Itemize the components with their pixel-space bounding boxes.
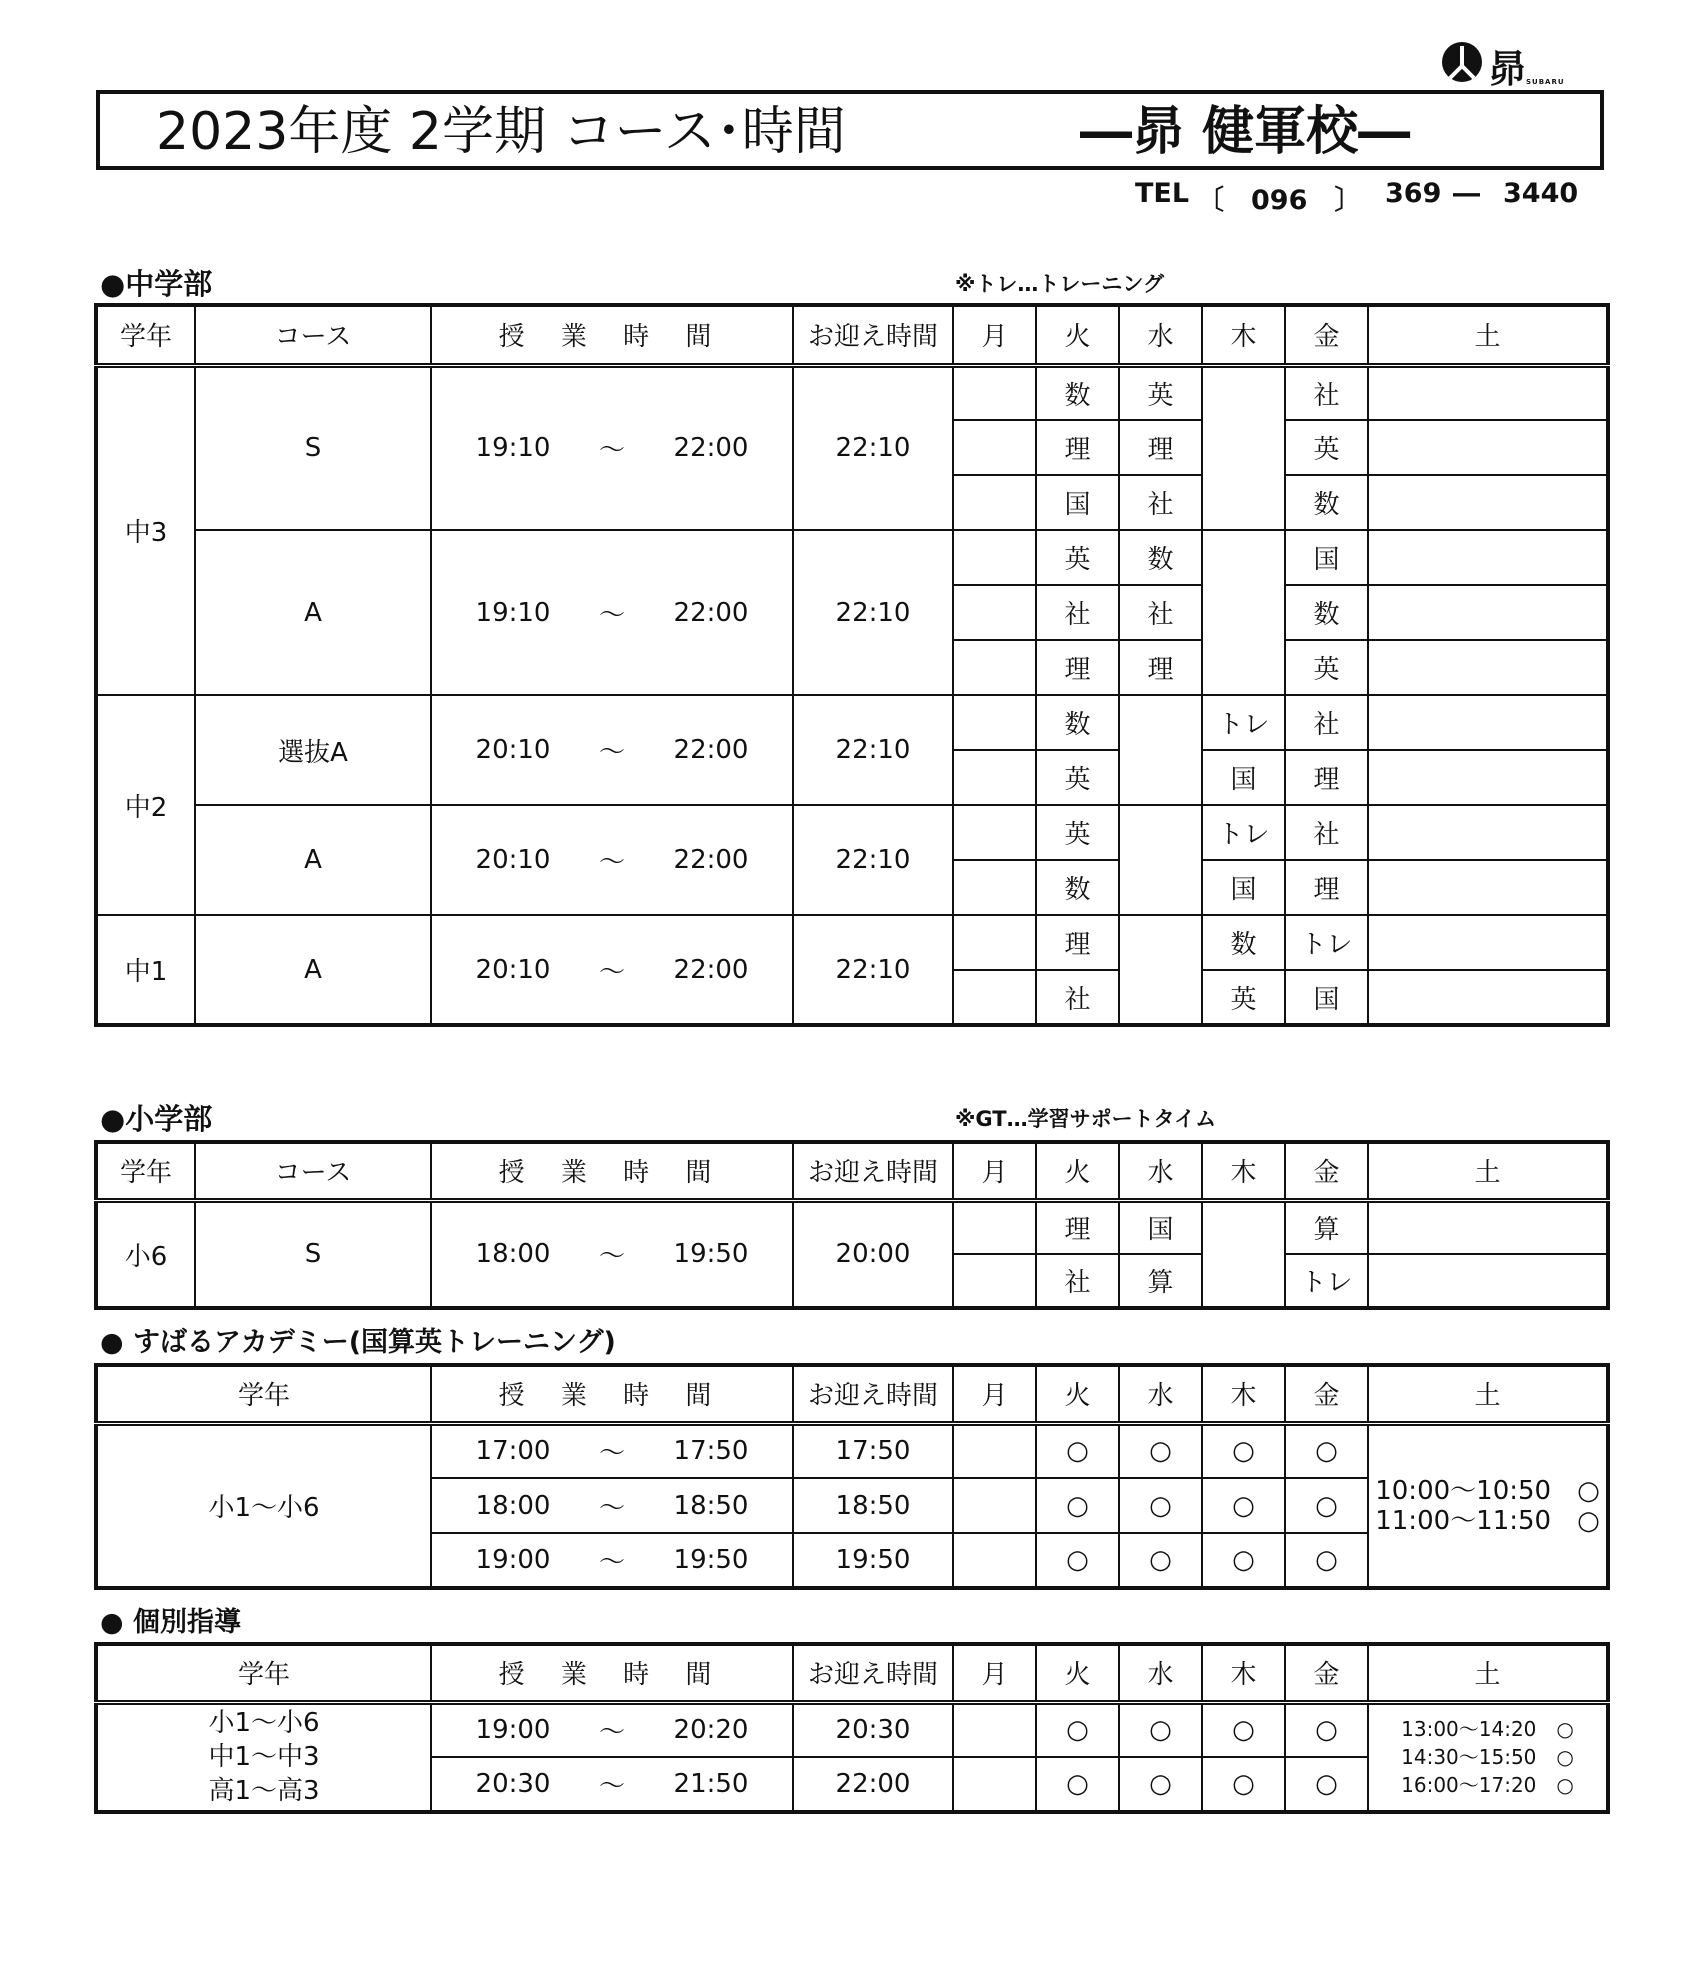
grade-line: 中1～中3 <box>208 1742 320 1773</box>
header-grade: 学年 <box>96 1365 431 1423</box>
start-time: 20:10 <box>475 954 551 985</box>
pickup-time: 17:50 <box>793 1423 953 1478</box>
header-grade: 学年 <box>96 305 195 365</box>
tue-cell: 国 <box>1036 475 1119 530</box>
thu-cell: ○ <box>1202 1702 1285 1757</box>
wed-cell: 社 <box>1119 585 1202 640</box>
end-time: 19:50 <box>673 1239 749 1270</box>
mon-cell <box>953 1478 1036 1533</box>
end-time: 18:50 <box>673 1490 749 1521</box>
header-time: 授 業 時 間 <box>431 305 793 365</box>
sat-slot: 16:00～17:20 ○ <box>1401 1773 1574 1798</box>
sat-cell <box>1368 530 1608 585</box>
grade-cell: 中1 <box>96 915 195 1025</box>
individual-table <box>94 1642 1610 1814</box>
wed-cell: 算 <box>1119 1254 1202 1308</box>
fri-cell: ○ <box>1285 1478 1368 1533</box>
start-time: 18:00 <box>475 1490 551 1521</box>
table-row <box>96 530 1608 585</box>
wed-cell: 数 <box>1119 530 1202 585</box>
table-header-row <box>96 1142 1608 1200</box>
header-pickup: お迎え時間 <box>793 1644 953 1702</box>
start-time: 19:10 <box>475 597 551 628</box>
pickup-time: 22:00 <box>793 1757 953 1812</box>
header-pickup: お迎え時間 <box>793 1142 953 1200</box>
fri-cell: ○ <box>1285 1423 1368 1478</box>
time-tilde: ～ <box>598 1547 625 1578</box>
tue-cell: 英 <box>1036 530 1119 585</box>
time-tilde: ～ <box>598 957 625 987</box>
fri-cell: ○ <box>1285 1757 1368 1812</box>
mon-cell <box>953 1702 1036 1757</box>
time-tilde: ～ <box>598 847 625 878</box>
mon-cell <box>953 475 1036 530</box>
time-tilde: ～ <box>598 1493 625 1523</box>
fri-cell: 理 <box>1285 860 1368 915</box>
table-row <box>96 915 1608 970</box>
mon-cell <box>953 915 1036 970</box>
header-time: 授 業 時 間 <box>431 1644 793 1702</box>
thu-cell: 英 <box>1202 970 1285 1025</box>
tel-last: 3440 <box>1503 178 1579 209</box>
fri-cell: 算 <box>1285 1200 1368 1254</box>
header-mon: 月 <box>953 1644 1036 1702</box>
end-time: 22:00 <box>673 954 749 985</box>
title-box <box>96 90 1604 170</box>
table-row <box>96 1423 1608 1478</box>
mon-cell <box>953 640 1036 695</box>
wed-cell: ○ <box>1119 1478 1202 1533</box>
tel-dash: ― <box>1453 178 1480 209</box>
pickup-time: 19:50 <box>793 1533 953 1588</box>
pickup-time: 22:10 <box>793 530 953 695</box>
fri-cell: 数 <box>1285 475 1368 530</box>
mon-cell <box>953 750 1036 805</box>
sat-slot: 13:00～14:20 ○ <box>1401 1717 1574 1742</box>
header-grade: 学年 <box>96 1644 431 1702</box>
sat-slot: 11:00～11:50 ○ <box>1375 1505 1600 1536</box>
sat-slot: 10:00～10:50 ○ <box>1375 1475 1600 1506</box>
tue-cell: ○ <box>1036 1423 1119 1478</box>
start-time: 20:10 <box>475 845 551 875</box>
header-pickup: お迎え時間 <box>793 1365 953 1423</box>
start-time: 20:10 <box>475 735 551 765</box>
header-mon: 月 <box>953 305 1036 365</box>
mon-cell <box>953 1200 1036 1254</box>
grade-cell: 小1～小6 <box>96 1423 431 1588</box>
thu-cell <box>1202 1200 1285 1308</box>
course-cell: A <box>195 805 431 915</box>
junior-section-title: ●中学部 <box>100 267 213 301</box>
time-cell <box>431 1533 793 1588</box>
mon-cell <box>953 530 1036 585</box>
individual-section-title: ● 個別指導 <box>100 1607 241 1638</box>
wed-cell <box>1119 695 1202 805</box>
table-row <box>96 695 1608 750</box>
mon-cell <box>953 970 1036 1025</box>
wed-cell: ○ <box>1119 1757 1202 1812</box>
wed-cell: 社 <box>1119 475 1202 530</box>
end-time: 22:00 <box>673 597 749 628</box>
thu-cell <box>1202 530 1285 695</box>
header-fri: 金 <box>1285 305 1368 365</box>
pickup-time: 22:10 <box>793 365 953 530</box>
header-pickup: お迎え時間 <box>793 305 953 365</box>
start-time: 18:00 <box>475 1239 551 1270</box>
tue-cell: 数 <box>1036 860 1119 915</box>
header-fri: 金 <box>1285 1644 1368 1702</box>
thu-cell: 数 <box>1202 915 1285 970</box>
tue-cell: ○ <box>1036 1533 1119 1588</box>
start-time: 19:10 <box>475 433 551 464</box>
sat-cell <box>1368 1200 1608 1254</box>
grade-cell: 中2 <box>96 695 195 915</box>
tue-cell: ○ <box>1036 1478 1119 1533</box>
fri-cell: トレ <box>1285 915 1368 970</box>
wed-cell: ○ <box>1119 1423 1202 1478</box>
time-tilde: ～ <box>598 737 625 768</box>
header-course: コース <box>195 305 431 365</box>
wed-cell: 理 <box>1119 420 1202 475</box>
tue-cell: ○ <box>1036 1757 1119 1812</box>
header-fri: 金 <box>1285 1142 1368 1200</box>
logo-subtext: SUBARU <box>1526 78 1565 86</box>
header-sat: 土 <box>1368 1644 1608 1702</box>
time-tilde: ～ <box>598 435 625 466</box>
table-row <box>96 365 1608 420</box>
grade-cell: 小6 <box>96 1200 195 1308</box>
grade-cell: 中3 <box>96 365 195 695</box>
end-time: 17:50 <box>673 1436 749 1467</box>
wed-cell <box>1119 915 1202 1025</box>
thu-cell: トレ <box>1202 805 1285 860</box>
end-time: 22:00 <box>673 433 749 464</box>
academy-section-title: ● すばるアカデミー(国算英トレーニング) <box>100 1327 616 1358</box>
course-cell: 選抜A <box>195 695 431 805</box>
subaru-logo-icon <box>1440 40 1484 84</box>
start-time: 19:00 <box>475 1545 551 1575</box>
header-thu: 木 <box>1202 1644 1285 1702</box>
header-wed: 水 <box>1119 1365 1202 1423</box>
sat-cell <box>1368 420 1608 475</box>
header-thu: 木 <box>1202 305 1285 365</box>
tue-cell: 数 <box>1036 365 1119 420</box>
sat-slot: 14:30～15:50 ○ <box>1401 1745 1574 1770</box>
table-header-row <box>96 1365 1608 1423</box>
course-cell: S <box>195 1200 431 1308</box>
sat-cell <box>1368 860 1608 915</box>
header-mon: 月 <box>953 1142 1036 1200</box>
pickup-time: 18:50 <box>793 1478 953 1533</box>
page-title: 2023年度 2学期 コース･時間 <box>156 102 846 162</box>
sat-cell <box>1368 970 1608 1025</box>
mon-cell <box>953 695 1036 750</box>
header-mon: 月 <box>953 1365 1036 1423</box>
header-tue: 火 <box>1036 1365 1119 1423</box>
header-fri: 金 <box>1285 1365 1368 1423</box>
thu-cell <box>1202 365 1285 530</box>
junior-note: ※トレ…トレーニング <box>955 272 1164 296</box>
sat-cell <box>1368 750 1608 805</box>
fri-cell: 英 <box>1285 640 1368 695</box>
fri-cell: 社 <box>1285 805 1368 860</box>
header-course: コース <box>195 1142 431 1200</box>
sat-cell <box>1368 915 1608 970</box>
header-wed: 水 <box>1119 1142 1202 1200</box>
end-time: 21:50 <box>673 1769 749 1799</box>
wed-cell: ○ <box>1119 1702 1202 1757</box>
grade-cell <box>96 1702 431 1812</box>
wed-cell: 英 <box>1119 365 1202 420</box>
start-time: 17:00 <box>475 1436 551 1467</box>
pickup-time: 20:30 <box>793 1702 953 1757</box>
header-thu: 木 <box>1202 1142 1285 1200</box>
thu-cell: ○ <box>1202 1757 1285 1812</box>
academy-table <box>94 1363 1610 1590</box>
fri-cell: 理 <box>1285 750 1368 805</box>
end-time: 20:20 <box>673 1715 749 1746</box>
time-tilde: ～ <box>598 1771 625 1802</box>
fri-cell: 国 <box>1285 530 1368 585</box>
time-cell <box>431 915 793 1025</box>
fri-cell: 数 <box>1285 585 1368 640</box>
thu-cell: ○ <box>1202 1478 1285 1533</box>
end-time: 22:00 <box>673 735 749 765</box>
tel-label: TEL <box>1135 178 1190 209</box>
header-wed: 水 <box>1119 305 1202 365</box>
header-time: 授 業 時 間 <box>431 1365 793 1423</box>
pickup-time: 20:00 <box>793 1200 953 1308</box>
wed-cell <box>1119 805 1202 915</box>
time-cell <box>431 1757 793 1812</box>
tue-cell: 英 <box>1036 805 1119 860</box>
start-time: 19:00 <box>475 1715 551 1746</box>
header-grade: 学年 <box>96 1142 195 1200</box>
tue-cell: 社 <box>1036 1254 1119 1308</box>
mon-cell <box>953 1533 1036 1588</box>
sat-cell <box>1368 365 1608 420</box>
elementary-section-title: ●小学部 <box>100 1102 213 1136</box>
table-header-row <box>96 305 1608 365</box>
time-tilde: ～ <box>598 1717 625 1748</box>
pickup-time: 22:10 <box>793 915 953 1025</box>
time-tilde: ～ <box>598 1438 625 1469</box>
sat-cell <box>1368 640 1608 695</box>
header-tue: 火 <box>1036 305 1119 365</box>
fri-cell: 社 <box>1285 695 1368 750</box>
wed-cell: 国 <box>1119 1200 1202 1254</box>
fri-cell: ○ <box>1285 1533 1368 1588</box>
tue-cell: 社 <box>1036 585 1119 640</box>
pickup-time: 22:10 <box>793 695 953 805</box>
sat-cell <box>1368 1702 1608 1812</box>
header-sat: 土 <box>1368 305 1608 365</box>
mon-cell <box>953 585 1036 640</box>
end-time: 22:00 <box>673 845 749 875</box>
time-cell <box>431 530 793 695</box>
header-wed: 水 <box>1119 1644 1202 1702</box>
mon-cell <box>953 420 1036 475</box>
course-cell: S <box>195 365 431 530</box>
wed-cell: ○ <box>1119 1533 1202 1588</box>
tue-cell: 社 <box>1036 970 1119 1025</box>
start-time: 20:30 <box>475 1769 551 1799</box>
end-time: 19:50 <box>673 1545 749 1575</box>
logo-text: 昴 <box>1488 47 1527 91</box>
tue-cell: 理 <box>1036 915 1119 970</box>
fri-cell: ○ <box>1285 1702 1368 1757</box>
sat-cell <box>1368 475 1608 530</box>
header-sat: 土 <box>1368 1365 1608 1423</box>
table-row <box>96 1200 1608 1254</box>
header-tue: 火 <box>1036 1142 1119 1200</box>
sat-cell <box>1368 1423 1608 1588</box>
thu-cell: ○ <box>1202 1533 1285 1588</box>
time-tilde: ～ <box>598 600 625 630</box>
tel-area-code: 〔 096 〕 <box>1197 185 1362 216</box>
mon-cell <box>953 860 1036 915</box>
tue-cell: 理 <box>1036 1200 1119 1254</box>
mon-cell <box>953 1254 1036 1308</box>
fri-cell: 英 <box>1285 420 1368 475</box>
thu-cell: トレ <box>1202 695 1285 750</box>
pickup-time: 22:10 <box>793 805 953 915</box>
tue-cell: 数 <box>1036 695 1119 750</box>
tue-cell: 理 <box>1036 640 1119 695</box>
header-thu: 木 <box>1202 1365 1285 1423</box>
thu-cell: ○ <box>1202 1423 1285 1478</box>
fri-cell: 国 <box>1285 970 1368 1025</box>
time-cell <box>431 1423 793 1478</box>
mon-cell <box>953 805 1036 860</box>
elementary-note: ※GT…学習サポートタイム <box>955 1107 1217 1131</box>
sat-cell <box>1368 1254 1608 1308</box>
elementary-table <box>94 1140 1610 1310</box>
sat-cell <box>1368 585 1608 640</box>
wed-cell: 理 <box>1119 640 1202 695</box>
grade-line: 小1～小6 <box>208 1708 320 1739</box>
mon-cell <box>953 1423 1036 1478</box>
time-cell <box>431 1478 793 1533</box>
thu-cell: 国 <box>1202 860 1285 915</box>
junior-table <box>94 303 1610 1027</box>
header-sat: 土 <box>1368 1142 1608 1200</box>
time-tilde: ～ <box>598 1241 625 1272</box>
header-time: 授 業 時 間 <box>431 1142 793 1200</box>
tue-cell: ○ <box>1036 1702 1119 1757</box>
table-row <box>96 805 1608 860</box>
fri-cell: トレ <box>1285 1254 1368 1308</box>
tel-mid: 369 <box>1385 178 1442 209</box>
time-cell <box>431 695 793 805</box>
tue-cell: 理 <box>1036 420 1119 475</box>
subaru-logo <box>1440 38 1580 91</box>
time-cell <box>431 1702 793 1757</box>
school-name: ―昴 健軍校― <box>1080 102 1411 162</box>
sat-cell <box>1368 695 1608 750</box>
header-tue: 火 <box>1036 1644 1119 1702</box>
sat-cell <box>1368 805 1608 860</box>
time-cell <box>431 1200 793 1308</box>
fri-cell: 社 <box>1285 365 1368 420</box>
thu-cell: 国 <box>1202 750 1285 805</box>
time-cell <box>431 365 793 530</box>
course-cell: A <box>195 915 431 1025</box>
grade-line: 高1～高3 <box>208 1776 320 1807</box>
table-header-row <box>96 1644 1608 1702</box>
table-row <box>96 1702 1608 1757</box>
mon-cell <box>953 1757 1036 1812</box>
tue-cell: 英 <box>1036 750 1119 805</box>
time-cell <box>431 805 793 915</box>
mon-cell <box>953 365 1036 420</box>
course-cell: A <box>195 530 431 695</box>
